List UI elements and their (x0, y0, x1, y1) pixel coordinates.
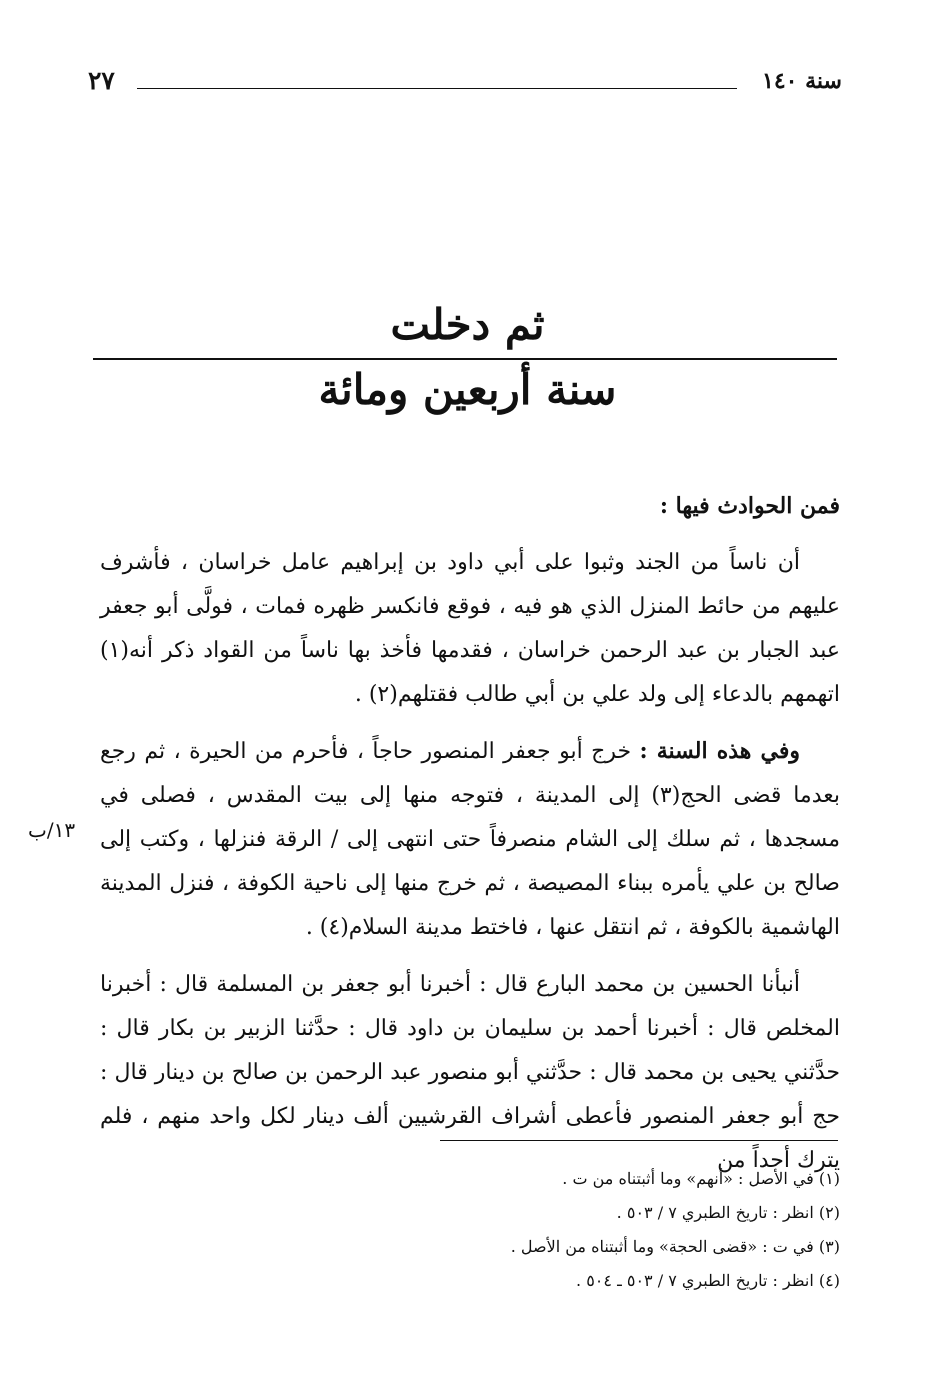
chapter-heading-line2: سنة أربعين ومائة (318, 365, 617, 414)
footnote-4: (٤) انظر : تاريخ الطبري ٧ / ٥٠٣ ـ ٥٠٤ . (576, 1271, 840, 1290)
footnotes (300, 1162, 840, 1298)
section-label: فمن الحوادث فيها : (659, 493, 840, 519)
paragraph-3-text: أنبأنا الحسين بن محمد البارع قال : أخبرنا أبو جعفر بن المسلمة قال : أخبرنا المخلص قال : أخبرنا أحمد بن سليمان بن داود قال : حدَّثنا الزبير بن بكار قال : حدَّثني يحيى بن محمد قال : حدَّثني أبو منصور عبد الرحمن بن صالح بن دينار قال : حج أبو جعفر المنصور فأعطى أشراف القرشيين ألف دينار لكل واحد منهم ، فلم يترك أحداً من (100, 972, 840, 1173)
margin-folio-note: ١٣/ب (28, 818, 76, 842)
footnote-rule (440, 1140, 838, 1141)
running-header (82, 66, 842, 106)
paragraph-1-text: أن ناساً من الجند وثبوا على أبي داود بن إبراهيم عامل خراسان ، فأشرف عليهم من حائط المنزل الذي هو فيه ، فوقع فانكسر ظهره فمات ، فولَّى أبو جعفر عبد الجبار بن عبد الرحمن خراسان ، فقدمها فأخذ بها ناساً من القواد ذكر أنه(١) اتهمهم بالدعاء إلى ولد علي بن أبي طالب فقتلهم(٢) . (100, 550, 840, 707)
running-title: سنة ١٤٠ (762, 68, 842, 94)
header-rule (137, 88, 737, 89)
paragraph-3 (100, 962, 840, 1183)
heading-rule (93, 358, 837, 360)
main-text (100, 486, 840, 1195)
footnote-2: (٢) انظر : تاريخ الطبري ٧ / ٥٠٣ . (616, 1203, 840, 1222)
page-number: ٢٧ (88, 66, 115, 95)
paragraph-2 (100, 729, 840, 950)
paragraph-1 (100, 540, 840, 717)
footnote-3: (٣) في ت : «قضى الحجة» وما أثبتناه من الأصل . (510, 1237, 840, 1256)
paragraph-2-lead: وفي هذه السنة : (639, 738, 800, 764)
chapter-heading-line1: ثم دخلت (390, 300, 545, 349)
paragraph-2-text: خرج أبو جعفر المنصور حاجاً ، فأحرم من الحيرة ، ثم رجع بعدما قضى الحج(٣) إلى المدينة ، فتوجه منها إلى بيت المقدس ، فصلى في مسجدها ، ثم سلك إلى الشام منصرفاً حتى انتهى إلى / الرقة فنزلها ، وكتب إلى صالح بن علي يأمره ببناء المصيصة ، ثم خرج منها إلى ناحية الكوفة ، فنزل المدينة الهاشمية بالكوفة ، ثم انتقل عنها ، فاختط مدينة السلام(٤) . (100, 739, 840, 940)
footnote-1: (١) في الأصل : «أنهم» وما أثبتناه من ت . (562, 1169, 840, 1188)
